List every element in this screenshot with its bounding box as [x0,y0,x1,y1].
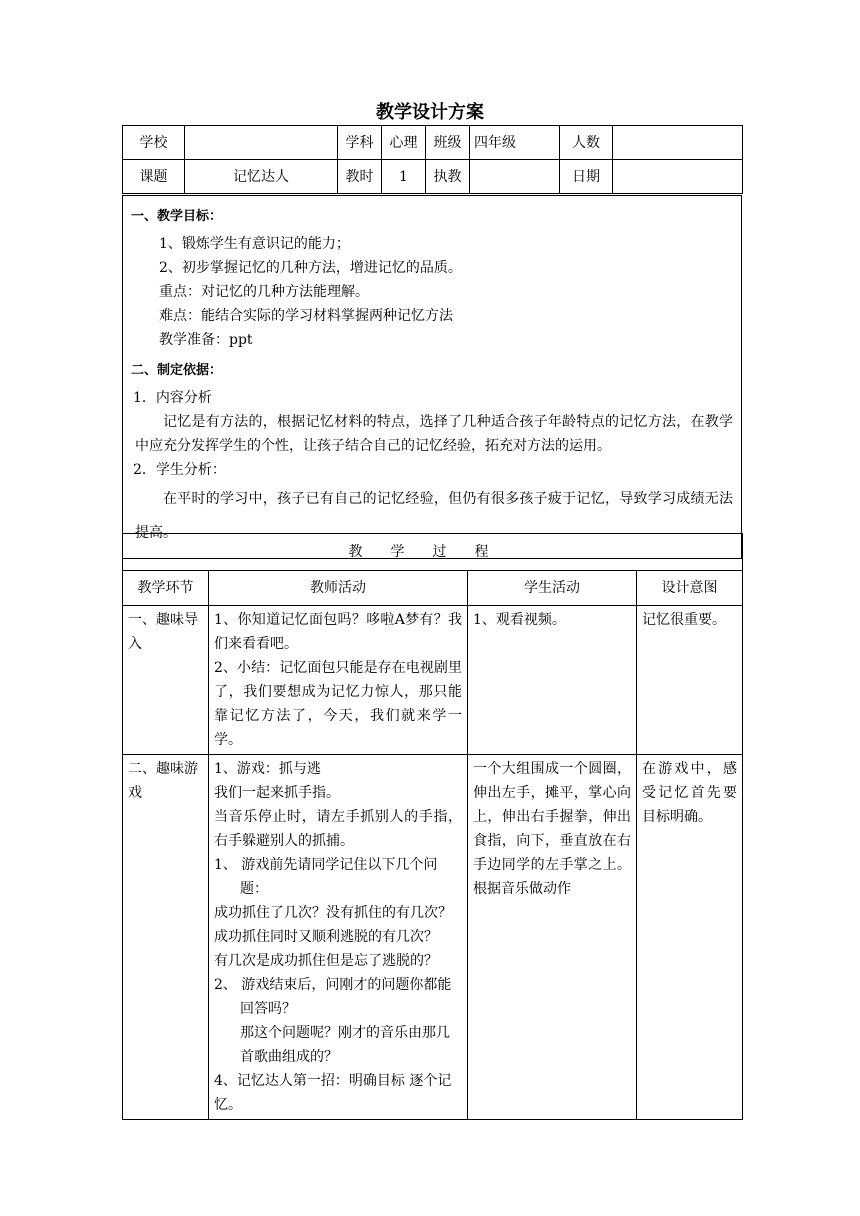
key-point: 重点：对记忆的几种方法能理解。 [159,284,369,300]
header-student: 学生活动 [468,571,637,606]
process-header-row [123,571,743,606]
teacher-activity-cell [209,606,468,755]
page-title: 教学设计方案 [376,102,484,123]
student-analysis-text: 在平时的学习中，孩子已有自己的记忆经验，但仍有很多孩子疲于记忆，导致学习成绩无法提高。 [135,491,733,541]
date-label: 日期 [560,160,613,194]
process-table [122,533,743,1120]
teacher-line: 我们一起来抓手指。 [214,785,340,801]
grade-value: 四年级 [470,126,560,160]
teacher-label: 执教 [426,160,470,194]
subject-value: 心理 [382,126,426,160]
hours-label: 教时 [338,160,382,194]
objectives-heading: 一、教学目标： [131,209,223,224]
grade-label: 班级 [426,126,470,160]
info-table [122,125,743,194]
topic-label: 课题 [123,160,185,194]
school-label: 学校 [123,126,185,160]
header-teacher: 教师活动 [209,571,468,606]
content-analysis-text: 记忆是有方法的，根据记忆材料的特点，选择了几种适合孩子年龄特点的记忆方法，在教学中应充分发挥学生的个性，让孩子结合自己的记忆经验，拓充对方法的运用。 [135,414,733,454]
subject-label: 学科 [338,126,382,160]
count-value [613,126,743,160]
process-title: 教学过程 [123,534,743,571]
teacher-line: 当音乐停止时，请左手抓别人的手指，右手躲避别人的抓捕。 [214,809,462,849]
date-value [613,160,743,194]
student-analysis-title: 2．学生分析： [133,462,226,478]
hours-value: 1 [382,160,426,194]
teaching-prep: 教学准备：ppt [159,332,253,348]
teacher-activity-cell [209,755,468,1120]
teacher-line: 1、游戏：抓与逃 [214,761,321,777]
objectives-cell [123,196,742,559]
intent-cell: 在游戏中，感受记忆首先要目标明确。 [637,755,743,1120]
objective-item: 2、初步掌握记忆的几种方法，增进记忆的品质。 [159,260,462,276]
school-value [185,126,338,160]
teacher-line: 成功抓住了几次？没有抓住的有几次？ [214,905,452,921]
intent-cell: 记忆很重要。 [637,606,743,755]
process-row-intro [123,606,743,755]
content-analysis-title: 1．内容分析 [133,390,212,406]
student-activity-cell: 1、观看视频。 [468,606,637,755]
difficult-point: 难点：能结合实际的学习材料掌握两种记忆方法 [159,308,453,324]
count-label: 人数 [560,126,613,160]
process-row-game [123,755,743,1120]
objectives-table [122,195,742,559]
info-row-1 [123,126,743,160]
header-stage: 教学环节 [123,571,209,606]
info-row-2 [123,160,743,194]
teacher-value [470,160,560,194]
topic-value: 记忆达人 [185,160,338,194]
teacher-line: 1、 游戏前先请同学记住以下几个问题： [214,857,438,897]
teacher-line: 4、记忆达人第一招：明确目标 逐个记忆。 [214,1073,452,1113]
teacher-line: 那这个问题呢？刚才的音乐由那几首歌曲组成的？ [240,1025,450,1065]
teacher-line: 有几次是成功抓住但是忘了逃脱的？ [214,953,438,969]
teacher-line: 成功抓住同时又顺利逃脱的有几次？ [214,929,438,945]
teacher-line: 2、 游戏结束后，问刚才的问题你都能回答吗？ [214,977,452,1017]
header-intent: 设计意图 [637,571,743,606]
teacher-line: 1、你知道记忆面包吗？哆啦A梦有？我们来看看吧。 [214,612,462,652]
student-activity-cell: 一个大组围成一个圆圈，伸出左手，摊平，掌心向上，伸出右手握拳，伸出食指，向下，垂直放在右手边同学的左手掌之上。根据音乐做动作 [468,755,637,1120]
basis-heading: 二、制定依据： [131,363,223,378]
objective-item: 1、锻炼学生有意识记的能力； [159,236,350,252]
teacher-line: 2、小结：记忆面包只能是存在电视剧里了，我们要想成为记忆力惊人，那只能靠记忆方法了，今天，我们就来学一学。 [214,660,462,748]
stage-cell: 二、趣味游戏 [123,755,209,1120]
stage-cell: 一、趣味导入 [123,606,209,755]
